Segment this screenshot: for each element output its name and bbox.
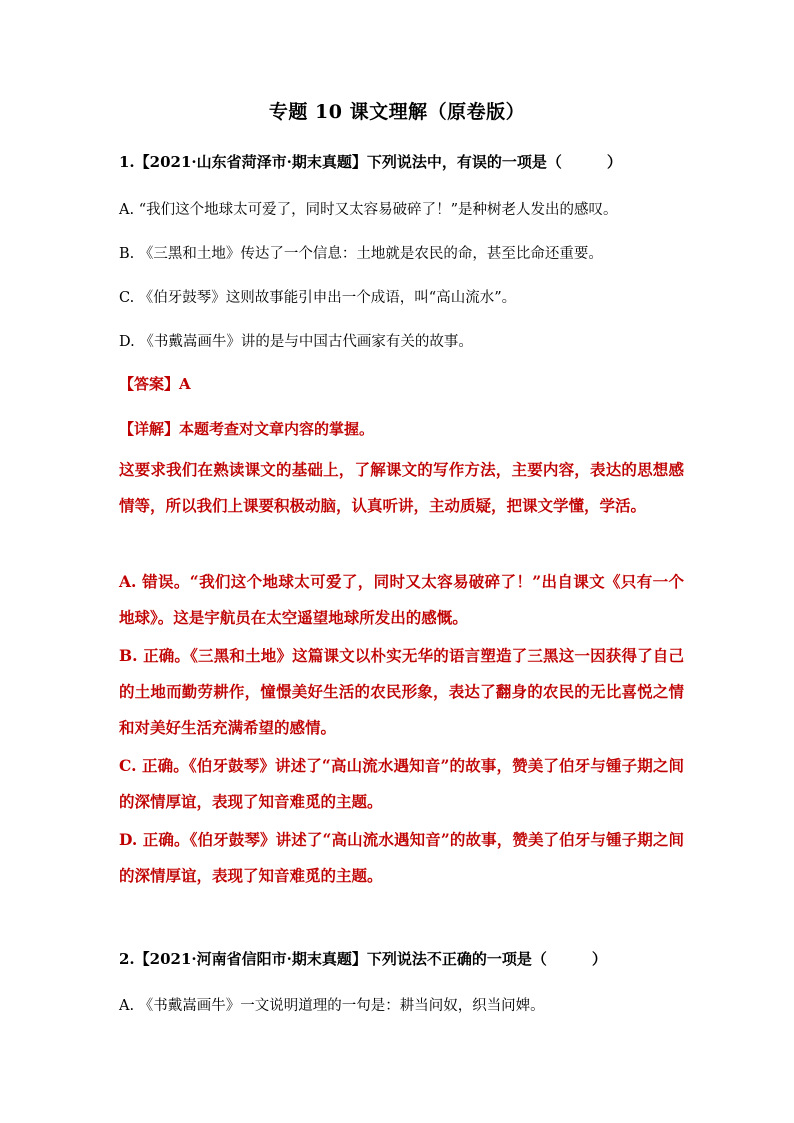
question-1-detail: 【详解】本题考查对文章内容的掌握。 [119, 420, 375, 438]
question-1-stem: 1.【2021·山东省菏泽市·期末真题】下列说法中，有误的一项是（ ） [119, 153, 622, 171]
explanation-paragraph-intro: 这要求我们在熟读课文的基础上，了解课文的写作方法，主要内容，表达的思想感情等，所以我们上课要积极动脑，认真听讲，主动质疑，把课文学懂，学活。 [119, 460, 684, 515]
question-1-option-b: B. 《三黑和土地》传达了一个信息：土地就是农民的命，甚至比命还重要。 [119, 246, 603, 262]
question-1-option-a: A. “我们这个地球太可爱了，同时又太容易破碎了！”是种树老人发出的感叹。 [119, 202, 618, 218]
explanation-paragraph-d: D. 正确。《伯牙鼓琴》讲述了“高山流水遇知音”的故事，赞美了伯牙与锺子期之间的深情厚谊，表现了知音难觅的主题。 [119, 830, 684, 885]
explanation-paragraph-a: A. 错误。“我们这个地球太可爱了，同时又太容易破碎了！”出自课文《只有一个地球》。这是宇航员在太空遥望地球所发出的感慨。 [119, 572, 684, 627]
explanation-paragraph-c: C. 正确。《伯牙鼓琴》讲述了“高山流水遇知音”的故事，赞美了伯牙与锺子期之间的深情厚谊，表现了知音难觅的主题。 [119, 756, 684, 811]
question-1-answer: 【答案】A [119, 375, 191, 393]
explanation-paragraph-b: B. 正确。《三黑和土地》这篇课文以朴实无华的语言塑造了三黑这一因获得了自己的土地而勤劳耕作，憧憬美好生活的农民形象，表达了翻身的农民的无比喜悦之情和对美好生活充满希望的感情。 [119, 646, 684, 737]
question-2-option-a: A. 《书戴嵩画牛》一文说明道理的一句是：耕当问奴，织当问婢。 [119, 998, 545, 1014]
question-1-option-d: D. 《书戴嵩画牛》讲的是与中国古代画家有关的故事。 [119, 334, 473, 350]
question-1-option-c: C. 《伯牙鼓琴》这则故事能引申出一个成语，叫“高山流水”。 [119, 290, 517, 306]
page-title: 专题 10 课文理解（原卷版） [268, 101, 526, 123]
question-2-stem: 2.【2021·河南省信阳市·期末真题】下列说法不正确的一项是（ ） [119, 950, 607, 968]
